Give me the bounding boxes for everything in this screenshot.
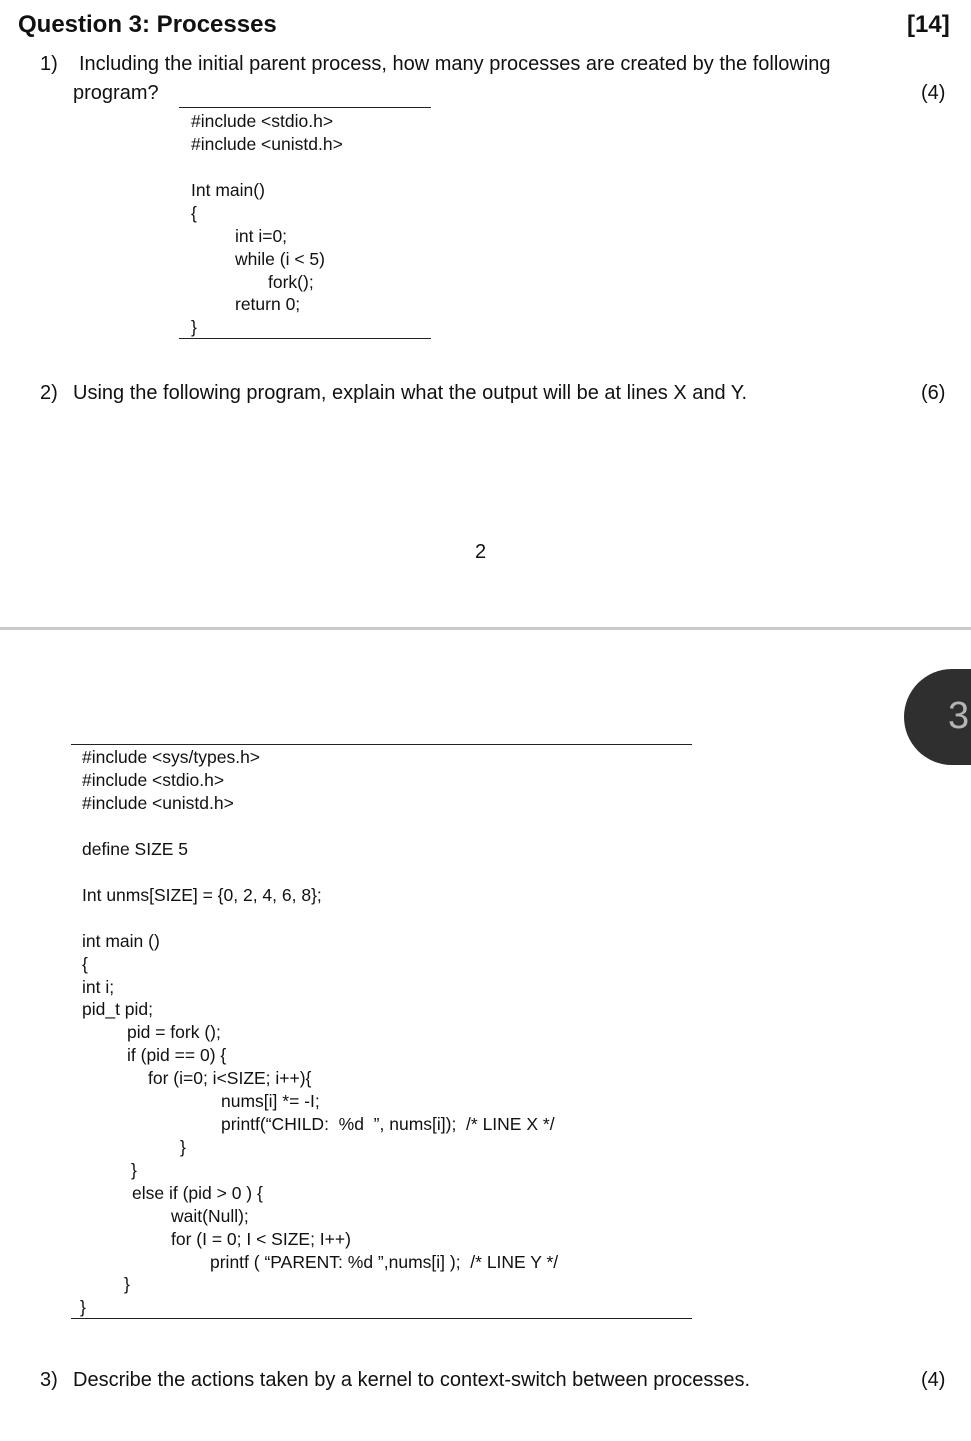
q2-code-line: define SIZE 5 [82, 839, 189, 859]
q2-code-line: #include <sys/types.h> [82, 747, 261, 767]
q1-code-line: while (i < 5) [235, 249, 325, 269]
total-marks: [14] [907, 11, 950, 38]
q2-code-line: int i; [82, 977, 115, 997]
q1-code-line: { [191, 203, 197, 223]
q2-code-top-rule [71, 744, 692, 745]
page-indicator-number: 3 [948, 695, 970, 737]
q1-text-line1: Including the initial parent process, how many processes are created by the following [79, 53, 831, 75]
q2-text: Using the following program, explain what the output will be at lines X and Y. [73, 382, 748, 404]
q2-code-line: #include <stdio.h> [82, 770, 225, 790]
q1-number: 1) [40, 53, 58, 75]
q2-code-line: for (I = 0; I < SIZE; I++) [171, 1229, 351, 1249]
q1-code-line: int i=0; [235, 226, 288, 246]
q2-code-line: nums[i] *= -I; [221, 1091, 320, 1111]
q2-code-line: else if (pid > 0 ) { [132, 1183, 263, 1203]
q2-code-line: if (pid == 0) { [127, 1045, 227, 1065]
q2-code-line: int main () [82, 931, 160, 951]
q1-code-line: #include <unistd.h> [191, 134, 343, 154]
q2-code-line: } [80, 1297, 86, 1317]
q2-code-line: pid_t pid; [82, 999, 154, 1019]
page-number: 2 [475, 541, 487, 563]
q2-code-line-x: printf(“CHILD: %d ”, nums[i]); /* LINE X */ [221, 1114, 555, 1134]
q2-code-line: #include <unistd.h> [82, 793, 234, 813]
q2-code-bottom-rule [71, 1318, 692, 1319]
q1-code-bottom-rule [179, 338, 431, 339]
question-title: Question 3: Processes [18, 11, 277, 38]
q1-code-line: Int main() [191, 180, 265, 200]
q1-code-line: #include <stdio.h> [191, 111, 334, 131]
q2-code-line: } [180, 1137, 186, 1157]
q3-text: Describe the actions taken by a kernel to context-switch between processes. [73, 1369, 751, 1391]
q2-code-line: { [82, 954, 88, 974]
q1-text-line2: program? [73, 82, 159, 104]
page-separator [0, 627, 971, 630]
q2-code-line-y: printf ( “PARENT: %d ”,nums[i] ); /* LINE Y */ [210, 1252, 559, 1272]
q2-code-line: pid = fork (); [127, 1022, 221, 1042]
q2-code-line: wait(Null); [171, 1206, 249, 1226]
q2-number: 2) [40, 382, 58, 404]
q2-code-line: } [124, 1274, 130, 1294]
q3-marks: (4) [921, 1369, 946, 1391]
q2-code-line: } [131, 1160, 137, 1180]
q1-code-top-rule [179, 107, 431, 108]
q2-code-line: Int unms[SIZE] = {0, 2, 4, 6, 8}; [82, 885, 322, 905]
q3-number: 3) [40, 1369, 58, 1391]
q1-marks: (4) [921, 82, 946, 104]
q1-code-line: return 0; [235, 294, 301, 314]
q1-code-line: fork(); [268, 272, 314, 292]
q2-code-line: for (i=0; i<SIZE; i++){ [148, 1068, 312, 1088]
q2-marks: (6) [921, 382, 946, 404]
q1-code-line: } [191, 317, 197, 337]
